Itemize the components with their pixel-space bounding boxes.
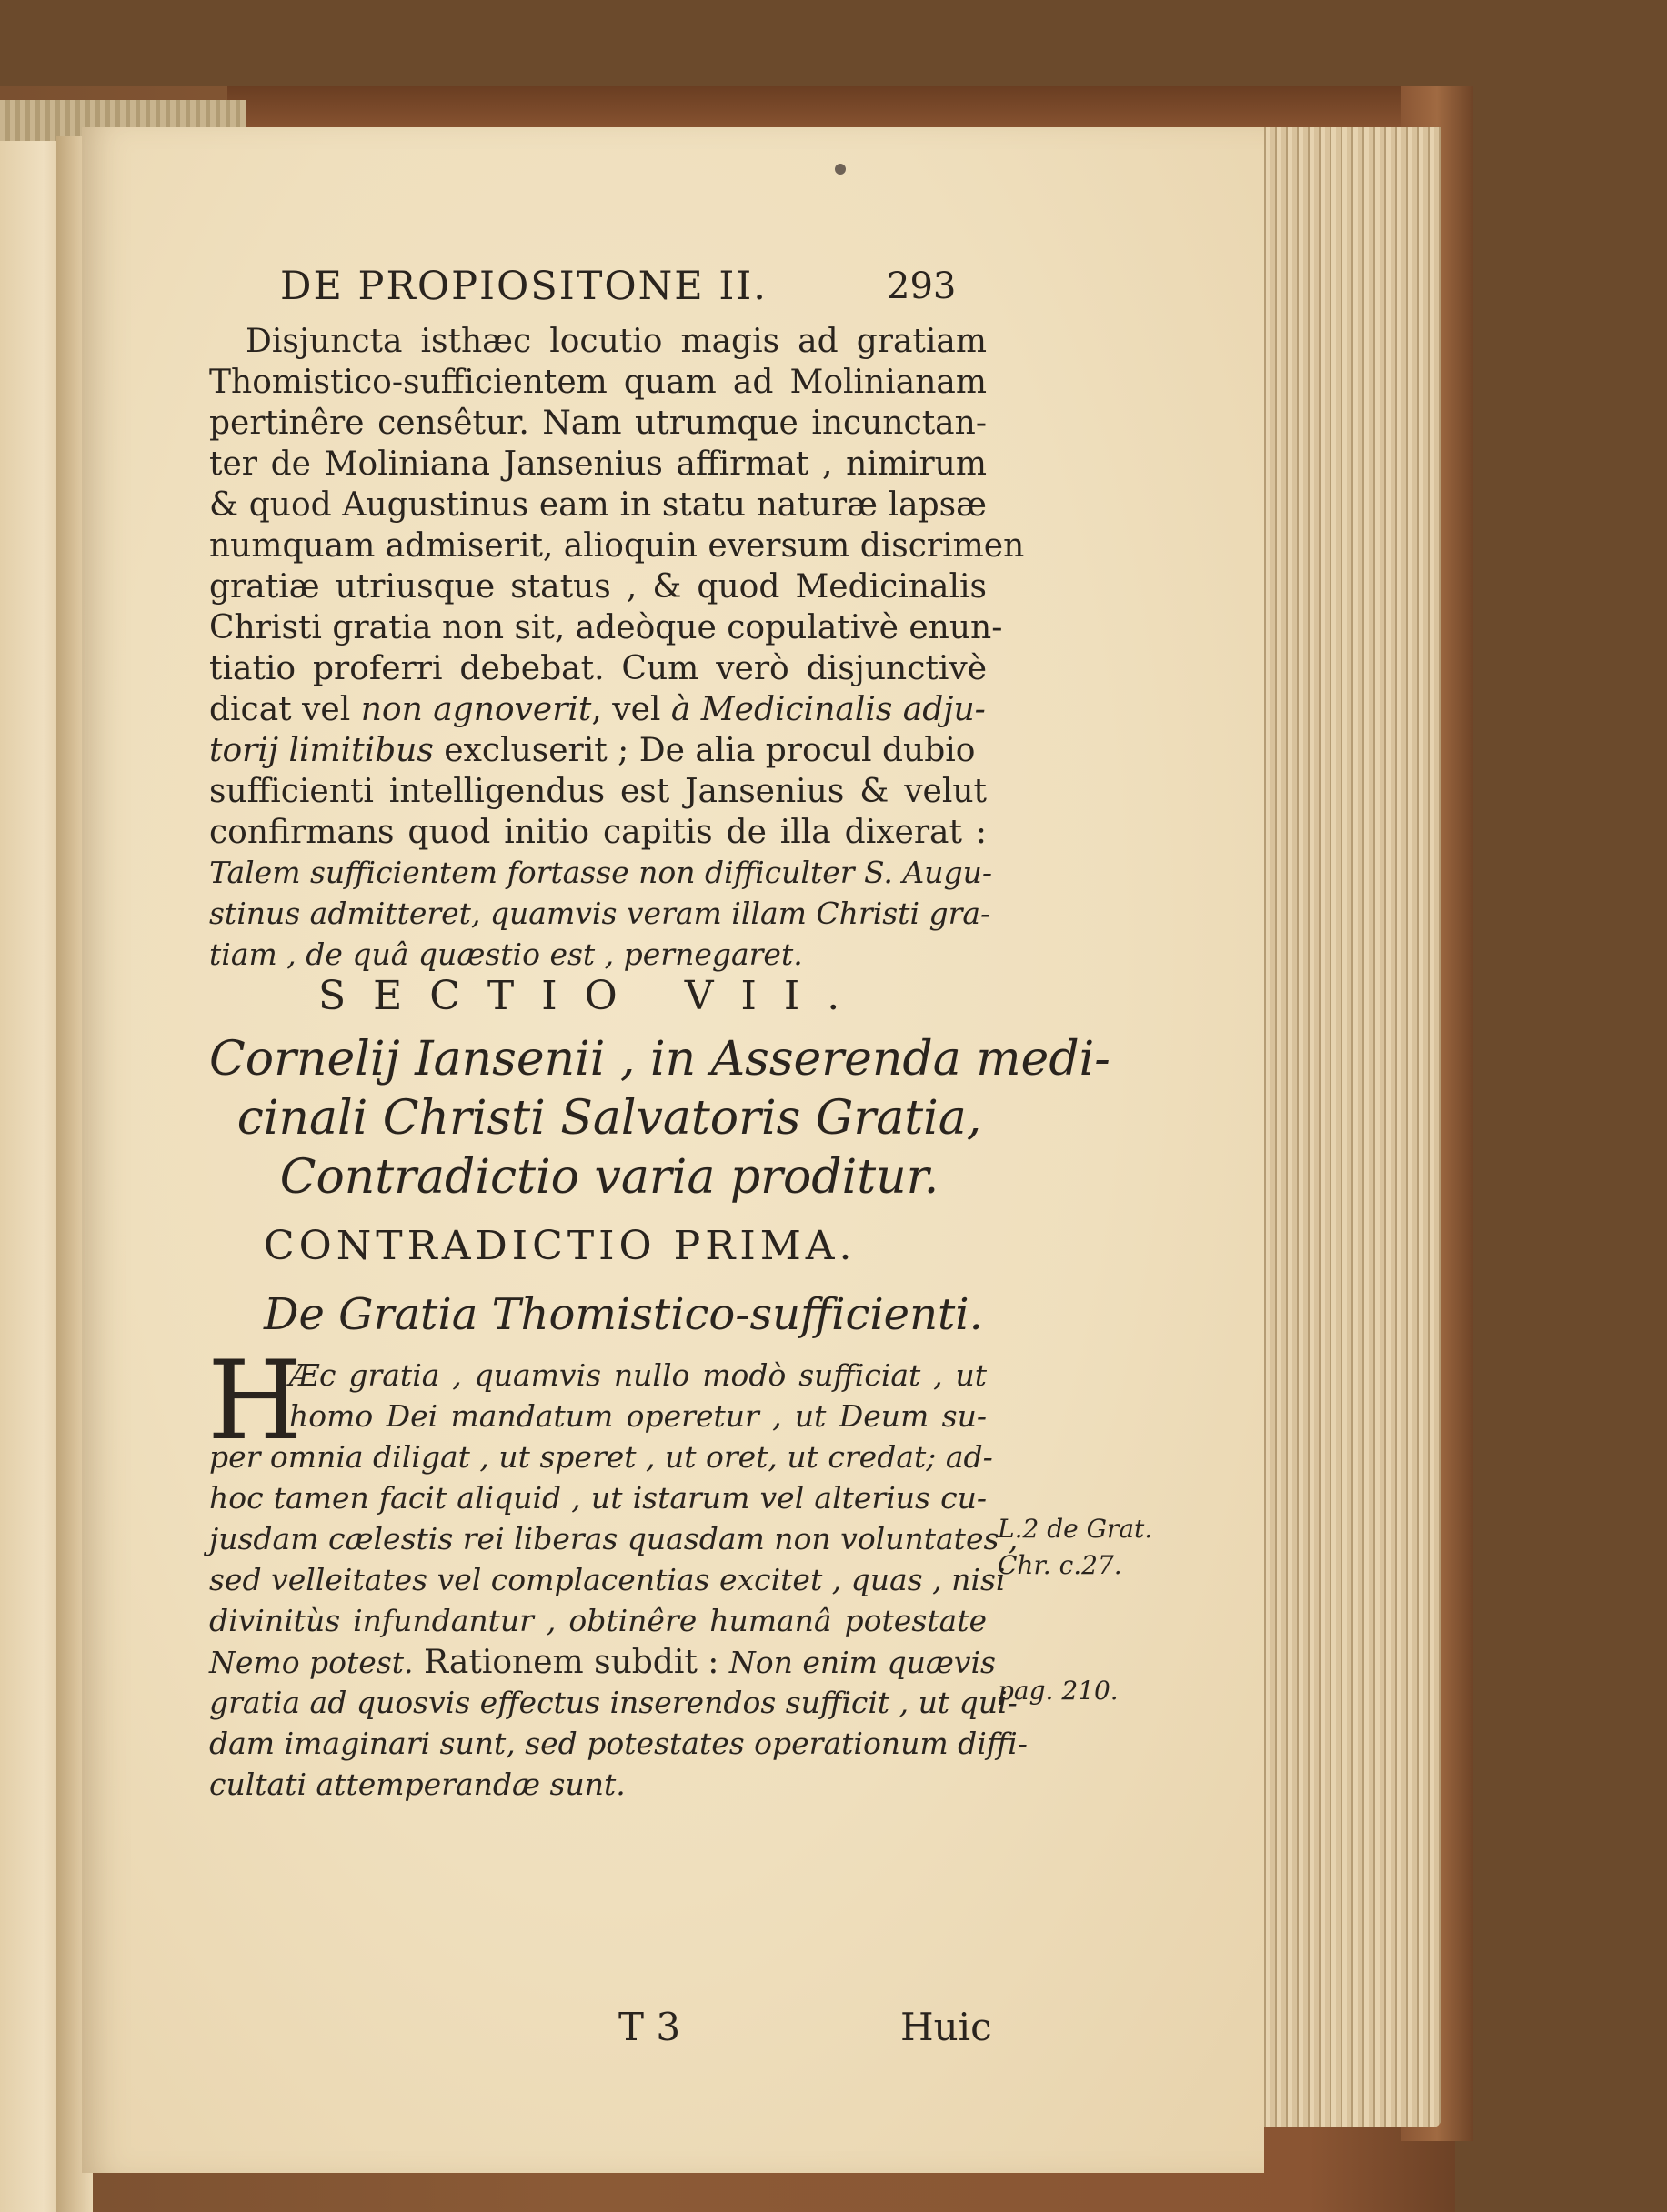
body-line: & quod Augustinus eam in statu naturæ lapsæ bbox=[209, 486, 987, 524]
section-title-line: Cornelij Iansenii , in Asserenda medi- bbox=[209, 1032, 1110, 1086]
running-head: DE PROPIOSITONE II. bbox=[280, 264, 768, 309]
text-run-italic: Non enim quævis bbox=[728, 1645, 996, 1680]
margin-note: Chr. c.27. bbox=[998, 1550, 1122, 1580]
body-line: homo Dei mandatum operetur , ut Deum su- bbox=[289, 1398, 987, 1434]
body-line: per omnia diligat , ut speret , ut oret, ut credat; ad- bbox=[209, 1439, 993, 1475]
body-line: sufficienti intelligendus est Jansenius & velut bbox=[209, 773, 987, 810]
section-heading: SECTIO VII. bbox=[318, 973, 868, 1019]
quote-line: stinus admitteret, quamvis veram illam Christi gra- bbox=[209, 896, 991, 931]
body-line: jusdam cælestis rei liberas quasdam non voluntates , bbox=[209, 1521, 1019, 1556]
fore-edge-pages bbox=[1260, 127, 1441, 2127]
drop-cap: H bbox=[207, 1338, 303, 1465]
text-run: Rationem subdit : bbox=[413, 1644, 729, 1681]
body-line: hoc tamen facit aliquid , ut istarum vel alterius cu- bbox=[209, 1480, 987, 1516]
contradictio-heading: CONTRADICTIO PRIMA. bbox=[264, 1223, 857, 1269]
body-line: tiatio proferri debebat. Cum verò disjunctivè bbox=[209, 650, 987, 687]
body-line: pertinêre censêtur. Nam utrumque incunctan- bbox=[209, 405, 987, 442]
page-number: 293 bbox=[887, 265, 957, 307]
section-title-line: cinali Christi Salvatoris Gratia, bbox=[236, 1091, 982, 1146]
body-line: Disjuncta isthæc locutio magis ad gratiam bbox=[246, 323, 987, 360]
body-line: gratia ad quosvis effectus inserendos sufficit , ut qui- bbox=[209, 1685, 1018, 1720]
body-line: divinitùs infundantur , obtinêre humanâ potestate bbox=[209, 1603, 987, 1638]
ink-speck bbox=[835, 164, 846, 175]
body-line: Thomistico-sufficientem quam ad Molinianam bbox=[209, 364, 987, 401]
body-line: sed velleitates vel complacentias excitet , quas , nisi bbox=[209, 1562, 1006, 1597]
quote-line: Talem sufficientem fortasse non difficulter S. Augu- bbox=[209, 855, 993, 890]
text-run-italic: torij limitibus bbox=[209, 732, 434, 769]
body-line-mixed bbox=[209, 691, 991, 728]
body-line-mixed bbox=[209, 732, 991, 769]
text-run-italic: à Medicinalis adju- bbox=[670, 691, 986, 728]
text-run-italic: Nemo potest. bbox=[209, 1645, 414, 1680]
section-title-line: Contradictio varia proditur. bbox=[279, 1150, 939, 1205]
margin-note: pag. 210. bbox=[998, 1676, 1119, 1706]
body-line: Christi gratia non sit, adeòque copulativè enun- bbox=[209, 609, 1003, 646]
body-line: dam imaginari sunt, sed potestates operationum diffi- bbox=[209, 1726, 1028, 1761]
margin-note: L.2 de Grat. bbox=[998, 1514, 1153, 1544]
body-line: cultati attemperandæ sunt. bbox=[209, 1767, 626, 1802]
text-run: , vel bbox=[591, 691, 671, 728]
contradictio-subtitle: De Gratia Thomistico-sufficienti. bbox=[264, 1289, 983, 1340]
body-line: Æc gratia , quamvis nullo modò sufficiat , ut bbox=[289, 1357, 987, 1393]
catchword: Huic bbox=[900, 2005, 992, 2049]
body-line: confirmans quod initio capitis de illa dixerat : bbox=[209, 814, 987, 851]
text-run: excluserit ; De alia procul dubio bbox=[433, 732, 976, 769]
body-line: gratiæ utriusque status , & quod Medicinalis bbox=[209, 568, 987, 606]
signature-mark: T 3 bbox=[618, 2005, 681, 2049]
quote-line: tiam , de quâ quæstio est , pernegaret. bbox=[209, 936, 803, 972]
text-run: dicat vel bbox=[209, 691, 361, 728]
body-line: numquam admiserit, alioquin eversum discrimen bbox=[209, 527, 1025, 565]
body-line: ter de Moliniana Jansenius affirmat , nimirum bbox=[209, 445, 987, 483]
body-line-mixed bbox=[209, 1644, 996, 1681]
text-run-italic: non agnoverit bbox=[360, 691, 592, 728]
